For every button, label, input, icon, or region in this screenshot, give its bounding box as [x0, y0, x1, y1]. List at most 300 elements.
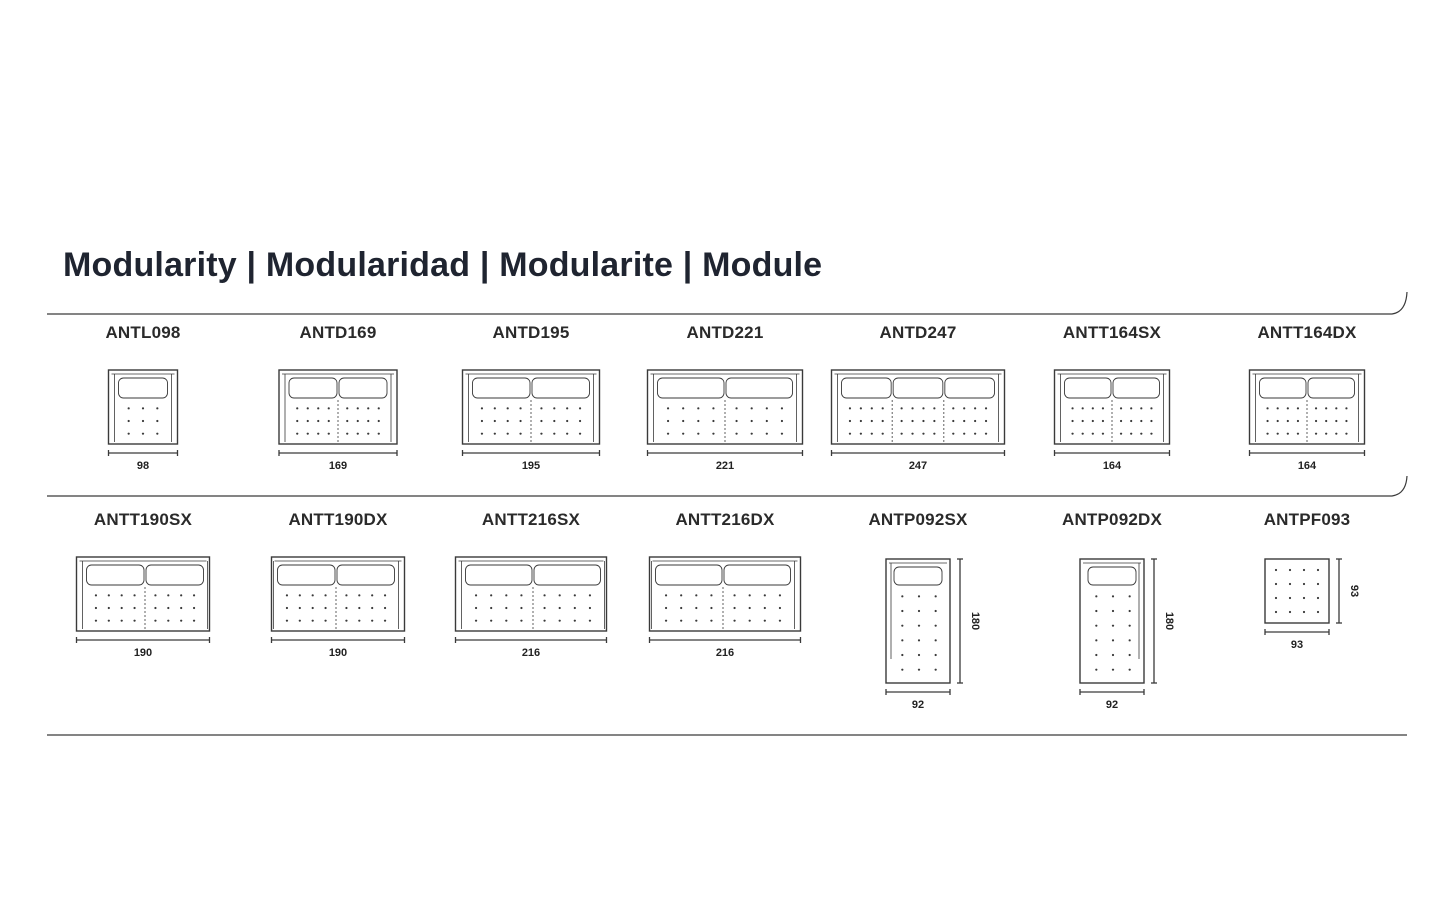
- tufting-dot: [1315, 433, 1317, 435]
- module-code: ANTD169: [299, 323, 377, 342]
- tufting-dot: [1297, 420, 1299, 422]
- tufting-dot: [559, 620, 561, 622]
- tufting-dot: [1303, 569, 1305, 571]
- tufting-dot: [574, 620, 576, 622]
- tufting-dot: [1140, 433, 1142, 435]
- tufting-dot: [911, 407, 913, 409]
- tufting-dot: [505, 620, 507, 622]
- tufting-dot: [1317, 583, 1319, 585]
- tufting-dot: [579, 420, 581, 422]
- module-code: ANTL098: [105, 323, 181, 342]
- tufting-dot: [154, 594, 156, 596]
- tufting-dot: [1315, 420, 1317, 422]
- tufting-dot: [371, 607, 373, 609]
- tufting-dot: [781, 407, 783, 409]
- tufting-dot: [299, 620, 301, 622]
- tufting-dot: [665, 594, 667, 596]
- module-antp092sx: [821, 509, 1015, 739]
- tufting-dot: [974, 420, 976, 422]
- tufting-dot: [357, 420, 359, 422]
- module-drawing: [821, 509, 1015, 739]
- tufting-dot: [901, 669, 903, 671]
- tufting-dot: [1289, 597, 1291, 599]
- tufting-dot: [507, 407, 509, 409]
- module-drawing: [434, 509, 628, 739]
- tufting-dot: [1289, 569, 1291, 571]
- back-cushion: [1113, 378, 1160, 398]
- tufting-dot: [779, 594, 781, 596]
- tufting-dot: [697, 433, 699, 435]
- tufting-dot: [751, 407, 753, 409]
- tufting-dot: [749, 607, 751, 609]
- tufting-dot: [193, 607, 195, 609]
- tufting-dot: [918, 610, 920, 612]
- tufting-dot: [1082, 407, 1084, 409]
- tufting-dot: [1287, 420, 1289, 422]
- tufting-dot: [543, 607, 545, 609]
- tufting-dot: [543, 594, 545, 596]
- tufting-dot: [1082, 420, 1084, 422]
- back-cushion: [656, 565, 723, 585]
- tufting-dot: [475, 607, 477, 609]
- tufting-dot: [128, 420, 130, 422]
- tufting-dot: [505, 607, 507, 609]
- tufting-dot: [307, 407, 309, 409]
- module-antp092dx: [1015, 509, 1209, 739]
- tufting-dot: [918, 654, 920, 656]
- tufting-dot: [667, 407, 669, 409]
- tufting-dot: [475, 620, 477, 622]
- tufting-dot: [193, 620, 195, 622]
- tufting-dot: [589, 620, 591, 622]
- tufting-dot: [95, 620, 97, 622]
- tufting-dot: [710, 607, 712, 609]
- depth-dimension-label: 93: [1348, 584, 1360, 598]
- tufting-dot: [505, 594, 507, 596]
- tufting-dot: [1335, 433, 1337, 435]
- module-code: ANTP092DX: [1061, 510, 1163, 529]
- tufting-dot: [1303, 583, 1305, 585]
- tufting-dot: [1303, 597, 1305, 599]
- tufting-dot: [712, 433, 714, 435]
- tufting-dot: [901, 654, 903, 656]
- tufting-dot: [871, 407, 873, 409]
- tufting-dot: [1345, 433, 1347, 435]
- tufting-dot: [307, 420, 309, 422]
- tufting-dot: [367, 407, 369, 409]
- tufting-dot: [312, 594, 314, 596]
- tufting-dot: [779, 607, 781, 609]
- module-drawing: [46, 509, 240, 739]
- tufting-dot: [566, 433, 568, 435]
- tufting-dot: [1297, 407, 1299, 409]
- tufting-dot: [1129, 610, 1131, 612]
- back-cushion: [724, 565, 791, 585]
- tufting-dot: [328, 407, 330, 409]
- tufting-dot: [357, 433, 359, 435]
- tufting-dot: [519, 420, 521, 422]
- tufting-dot: [974, 407, 976, 409]
- back-cushion: [87, 565, 145, 585]
- width-dimension-label: 98: [136, 460, 150, 472]
- tufting-dot: [697, 407, 699, 409]
- tufting-dot: [1150, 407, 1152, 409]
- tufting-dot: [1095, 654, 1097, 656]
- tufting-dot: [1289, 583, 1291, 585]
- tufting-dot: [1150, 420, 1152, 422]
- tufting-dot: [963, 420, 965, 422]
- tufting-dot: [371, 620, 373, 622]
- tufting-dot: [1120, 420, 1122, 422]
- tufting-dot: [307, 433, 309, 435]
- tufting-dot: [520, 594, 522, 596]
- tufting-dot: [901, 625, 903, 627]
- tufting-dot: [346, 420, 348, 422]
- tufting-dot: [328, 420, 330, 422]
- tufting-dot: [1102, 420, 1104, 422]
- tufting-dot: [1095, 669, 1097, 671]
- tufting-dot: [286, 620, 288, 622]
- module-drawing: [1210, 509, 1404, 739]
- tufting-dot: [766, 433, 768, 435]
- tufting-dot: [133, 594, 135, 596]
- back-cushion: [1088, 567, 1136, 585]
- tufting-dot: [579, 407, 581, 409]
- module-antt190dx: [241, 509, 435, 739]
- tufting-dot: [574, 607, 576, 609]
- tufting-dot: [1275, 583, 1277, 585]
- width-dimension-label: 92: [911, 699, 925, 711]
- tufting-dot: [860, 407, 862, 409]
- module-antt216dx: [628, 509, 822, 739]
- tufting-dot: [520, 620, 522, 622]
- tufting-dot: [1130, 433, 1132, 435]
- tufting-dot: [901, 433, 903, 435]
- tufting-dot: [1277, 407, 1279, 409]
- tufting-dot: [974, 433, 976, 435]
- tufting-dot: [922, 420, 924, 422]
- tufting-dot: [766, 420, 768, 422]
- tufting-dot: [133, 607, 135, 609]
- tufting-dot: [1303, 611, 1305, 613]
- tufting-dot: [1071, 420, 1073, 422]
- tufting-dot: [849, 420, 851, 422]
- tufting-dot: [1092, 420, 1094, 422]
- tufting-dot: [142, 407, 144, 409]
- tufting-dot: [680, 620, 682, 622]
- tufting-dot: [1112, 595, 1114, 597]
- module-code: ANTT164SX: [1062, 323, 1162, 342]
- tufting-dot: [121, 620, 123, 622]
- tufting-dot: [345, 594, 347, 596]
- tufting-dot: [1150, 433, 1152, 435]
- tufting-dot: [1129, 654, 1131, 656]
- tufting-dot: [749, 594, 751, 596]
- tufting-dot: [1112, 625, 1114, 627]
- tufting-dot: [1129, 625, 1131, 627]
- tufting-dot: [952, 407, 954, 409]
- tufting-dot: [566, 420, 568, 422]
- tufting-dot: [1297, 433, 1299, 435]
- tufting-dot: [1335, 407, 1337, 409]
- module-code: ANTPF093: [1263, 510, 1351, 529]
- tufting-dot: [918, 669, 920, 671]
- tufting-dot: [167, 594, 169, 596]
- tufting-dot: [749, 620, 751, 622]
- tufting-dot: [167, 607, 169, 609]
- tufting-dot: [1120, 433, 1122, 435]
- tufting-dot: [1112, 654, 1114, 656]
- tufting-dot: [1325, 407, 1327, 409]
- tufting-dot: [346, 433, 348, 435]
- width-dimension-label: 169: [328, 460, 348, 472]
- tufting-dot: [935, 610, 937, 612]
- tufting-dot: [1275, 569, 1277, 571]
- tufting-dot: [735, 420, 737, 422]
- tufting-dot: [296, 433, 298, 435]
- tufting-dot: [1266, 420, 1268, 422]
- tufting-dot: [553, 433, 555, 435]
- tufting-dot: [667, 433, 669, 435]
- tufting-dot: [154, 620, 156, 622]
- tufting-dot: [751, 433, 753, 435]
- tufting-dot: [1130, 407, 1132, 409]
- width-dimension-label: 92: [1105, 699, 1119, 711]
- width-dimension-label: 216: [715, 647, 735, 659]
- tufting-dot: [358, 594, 360, 596]
- tufting-dot: [317, 420, 319, 422]
- tufting-dot: [922, 407, 924, 409]
- tufting-dot: [710, 620, 712, 622]
- tufting-dot: [735, 433, 737, 435]
- back-cushion: [1065, 378, 1112, 398]
- tufting-dot: [922, 433, 924, 435]
- tufting-dot: [559, 607, 561, 609]
- tufting-dot: [156, 407, 158, 409]
- tufting-dot: [371, 594, 373, 596]
- tufting-dot: [128, 433, 130, 435]
- tufting-dot: [481, 433, 483, 435]
- tufting-dot: [1317, 611, 1319, 613]
- tufting-dot: [764, 594, 766, 596]
- tufting-dot: [1092, 433, 1094, 435]
- tufting-dot: [180, 607, 182, 609]
- tufting-dot: [121, 607, 123, 609]
- tufting-dot: [952, 420, 954, 422]
- tufting-dot: [682, 420, 684, 422]
- tufting-dot: [286, 594, 288, 596]
- tufting-dot: [95, 594, 97, 596]
- tufting-dot: [108, 607, 110, 609]
- tufting-dot: [735, 407, 737, 409]
- width-dimension-label: 93: [1290, 639, 1304, 651]
- tufting-dot: [494, 420, 496, 422]
- back-cushion: [534, 565, 601, 585]
- module-drawing: [241, 509, 435, 739]
- back-cushion: [658, 378, 725, 398]
- tufting-dot: [574, 594, 576, 596]
- tufting-dot: [764, 620, 766, 622]
- tufting-dot: [871, 433, 873, 435]
- back-cushion: [726, 378, 793, 398]
- back-cushion: [532, 378, 590, 398]
- tufting-dot: [589, 607, 591, 609]
- tufting-dot: [324, 594, 326, 596]
- tufting-dot: [579, 433, 581, 435]
- tufting-dot: [1129, 595, 1131, 597]
- tufting-dot: [1287, 407, 1289, 409]
- tufting-dot: [1112, 669, 1114, 671]
- tufting-dot: [985, 407, 987, 409]
- tufting-dot: [540, 420, 542, 422]
- tufting-dot: [357, 407, 359, 409]
- width-dimension-label: 190: [328, 647, 348, 659]
- tufting-dot: [680, 594, 682, 596]
- tufting-dot: [520, 607, 522, 609]
- module-antpf093: [1210, 509, 1404, 739]
- module-code: ANTT216SX: [481, 510, 581, 529]
- tufting-dot: [1112, 639, 1114, 641]
- module-antt190sx: [46, 509, 240, 739]
- tufting-dot: [128, 407, 130, 409]
- tufting-dot: [345, 620, 347, 622]
- back-cushion: [473, 378, 531, 398]
- tufting-dot: [860, 420, 862, 422]
- tufting-dot: [733, 620, 735, 622]
- tufting-dot: [286, 607, 288, 609]
- tufting-dot: [1129, 639, 1131, 641]
- back-cushion: [945, 378, 995, 398]
- back-cushion: [146, 565, 204, 585]
- tufting-dot: [367, 433, 369, 435]
- tufting-dot: [665, 620, 667, 622]
- tufting-dot: [1120, 407, 1122, 409]
- tufting-dot: [494, 433, 496, 435]
- tufting-dot: [933, 420, 935, 422]
- tufting-dot: [935, 669, 937, 671]
- tufting-dot: [1112, 610, 1114, 612]
- tufting-dot: [733, 607, 735, 609]
- tufting-dot: [1317, 569, 1319, 571]
- tufting-dot: [108, 620, 110, 622]
- tufting-dot: [985, 433, 987, 435]
- tufting-dot: [1095, 595, 1097, 597]
- tufting-dot: [849, 433, 851, 435]
- tufting-dot: [901, 595, 903, 597]
- tufting-dot: [1129, 669, 1131, 671]
- tufting-dot: [519, 433, 521, 435]
- tufting-dot: [901, 420, 903, 422]
- module-code: ANTT190SX: [93, 510, 193, 529]
- tufting-dot: [180, 594, 182, 596]
- tufting-dot: [985, 420, 987, 422]
- back-cushion: [842, 378, 892, 398]
- tufting-dot: [180, 620, 182, 622]
- module-code: ANTT190DX: [288, 510, 388, 529]
- tufting-dot: [519, 407, 521, 409]
- tufting-dot: [358, 620, 360, 622]
- tufting-dot: [1095, 610, 1097, 612]
- tufting-dot: [1277, 433, 1279, 435]
- tufting-dot: [1315, 407, 1317, 409]
- tufting-dot: [911, 420, 913, 422]
- width-dimension-label: 216: [521, 647, 541, 659]
- tufting-dot: [156, 433, 158, 435]
- tufting-dot: [882, 433, 884, 435]
- back-cushion: [1260, 378, 1307, 398]
- tufting-dot: [901, 639, 903, 641]
- module-antt216sx: [434, 509, 628, 739]
- back-cushion: [894, 567, 942, 585]
- tufting-dot: [952, 433, 954, 435]
- back-cushion: [337, 565, 395, 585]
- module-code: ANTD221: [686, 323, 764, 342]
- tufting-dot: [1266, 407, 1268, 409]
- module-code: ANTT164DX: [1257, 323, 1357, 342]
- tufting-dot: [1102, 433, 1104, 435]
- tufting-dot: [1130, 420, 1132, 422]
- tufting-dot: [1345, 407, 1347, 409]
- tufting-dot: [384, 594, 386, 596]
- tufting-dot: [540, 407, 542, 409]
- tufting-dot: [553, 420, 555, 422]
- tufting-dot: [559, 594, 561, 596]
- tufting-dot: [566, 407, 568, 409]
- tufting-dot: [543, 620, 545, 622]
- tufting-dot: [680, 607, 682, 609]
- tufting-dot: [911, 433, 913, 435]
- module-drawing: [628, 509, 822, 739]
- tufting-dot: [481, 407, 483, 409]
- width-dimension-label: 221: [715, 460, 735, 472]
- width-dimension-label: 164: [1297, 460, 1317, 472]
- tufting-dot: [346, 407, 348, 409]
- tufting-dot: [779, 620, 781, 622]
- module-drawing: [1015, 509, 1209, 739]
- tufting-dot: [317, 407, 319, 409]
- back-cushion: [339, 378, 387, 398]
- back-cushion: [1308, 378, 1355, 398]
- tufting-dot: [507, 433, 509, 435]
- tufting-dot: [933, 407, 935, 409]
- tufting-dot: [682, 407, 684, 409]
- tufting-dot: [490, 594, 492, 596]
- tufting-dot: [1287, 433, 1289, 435]
- tufting-dot: [860, 433, 862, 435]
- tufting-dot: [324, 620, 326, 622]
- tufting-dot: [781, 433, 783, 435]
- tufting-dot: [766, 407, 768, 409]
- tufting-dot: [317, 433, 319, 435]
- tufting-dot: [935, 654, 937, 656]
- tufting-dot: [1277, 420, 1279, 422]
- divider-top: [47, 292, 1407, 314]
- tufting-dot: [121, 594, 123, 596]
- tufting-dot: [1095, 639, 1097, 641]
- tufting-dot: [494, 407, 496, 409]
- tufting-dot: [384, 620, 386, 622]
- module-code: ANTT216DX: [675, 510, 775, 529]
- width-dimension-label: 195: [521, 460, 541, 472]
- tufting-dot: [142, 420, 144, 422]
- tufting-dot: [589, 594, 591, 596]
- tufting-dot: [367, 420, 369, 422]
- tufting-dot: [490, 607, 492, 609]
- tufting-dot: [312, 620, 314, 622]
- tufting-dot: [781, 420, 783, 422]
- module-outline: [1265, 559, 1329, 623]
- tufting-dot: [378, 420, 380, 422]
